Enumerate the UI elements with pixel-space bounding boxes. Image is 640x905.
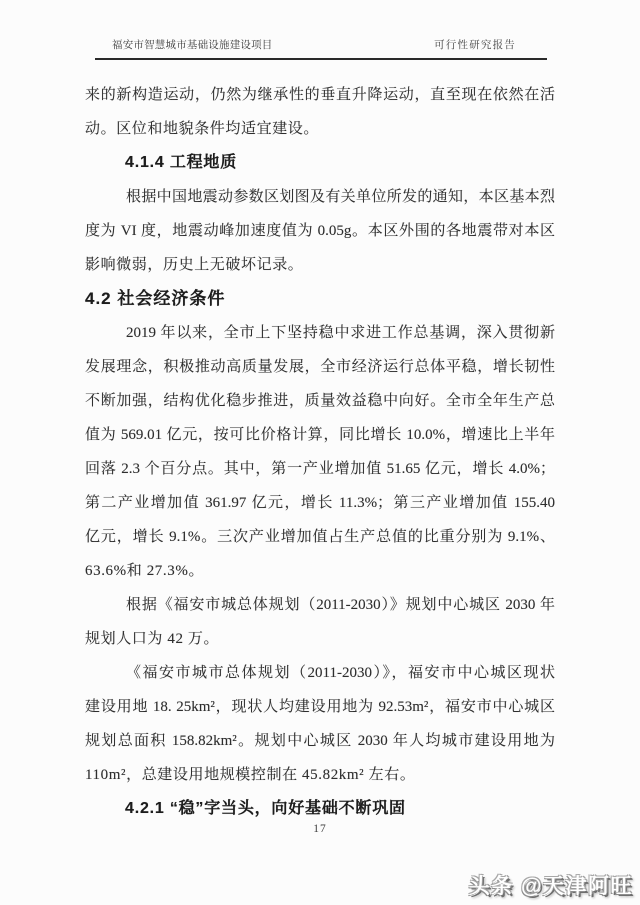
header-project-title: 福安市智慧城市基础设施建设项目 (112, 40, 273, 51)
text-line: 亿元，增长 9.1%。三次产业增加值占生产总值的比重分别为 9.1%、 (85, 529, 555, 545)
text-line: 发展理念，积极推动高质量发展，全市经济运行总体平稳，增长韧性 (85, 359, 555, 375)
header-report-type: 可行性研究报告 (434, 40, 516, 51)
text-line: 度为 VI 度，地震动峰加速度值为 0.05g。本区外围的各地震带对本区 (85, 223, 555, 239)
text-line: 影响微弱，历史上无破坏记录。 (85, 257, 304, 273)
text-line: 规划总面积 158.82km²。规划中心城区 2030 年人均城市建设用地为 (85, 733, 555, 749)
section-heading: 4.2.1 “稳”字当头，向好基础不断巩固 (125, 800, 406, 817)
text-line: 第二产业增加值 361.97 亿元，增长 11.3%；第三产业增加值 155.40 (85, 495, 555, 511)
page-number: 17 (313, 823, 327, 835)
section-heading: 4.1.4 工程地质 (125, 154, 238, 171)
text-line: 2019 年以来，全市上下坚持稳中求进工作总基调，深入贯彻新 (126, 325, 555, 341)
document-body (85, 78, 555, 826)
section-heading: 4.2 社会经济条件 (85, 289, 226, 308)
text-line: 《福安市城市总体规划（2011-2030）》，福安市中心城区现状 (126, 665, 555, 681)
toutiao-watermark: 头条 @天津阿旺 (468, 875, 633, 898)
text-line: 根据中国地震动参数区划图及有关单位所发的通知，本区基本烈 (126, 189, 555, 205)
text-line: 建设用地 18. 25km²，现状人均建设用地为 92.53m²，福安市中心城区 (85, 699, 555, 715)
text-line: 值为 569.01 亿元，按可比价格计算，同比增长 10.0%，增速比上半年 (85, 427, 555, 443)
text-line: 回落 2.3 个百分点。其中，第一产业增加值 51.65 亿元，增长 4.0%； (85, 461, 555, 477)
text-line: 动。区位和地貌条件均适宜建设。 (85, 121, 320, 137)
text-line: 110m²，总建设用地规模控制在 45.82km² 左右。 (85, 767, 416, 783)
page-header (95, 37, 547, 60)
text-line: 不断加强，结构优化稳步推进，质量效益稳中向好。全市全年生产总 (85, 393, 555, 409)
text-line: 63.6%和 27.3%。 (85, 563, 205, 579)
text-line: 规划人口为 42 万。 (85, 631, 220, 647)
text-line: 来的新构造运动，仍然为继承性的垂直升降运动，直至现在依然在活 (85, 87, 555, 103)
text-line: 根据《福安市城总体规划（2011-2030）》规划中心城区 2030 年 (126, 597, 555, 613)
